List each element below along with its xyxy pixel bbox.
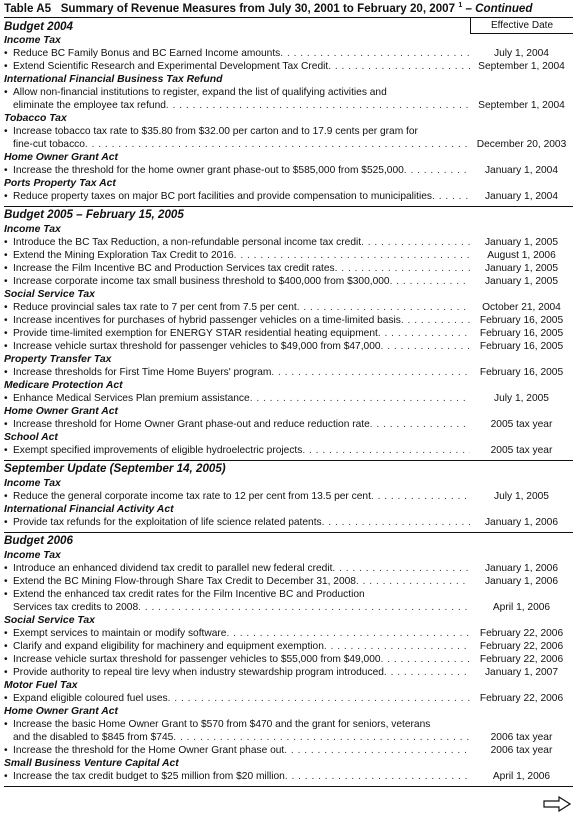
- effective-date: February 22, 2006: [479, 654, 564, 665]
- effective-date: January 1, 2007: [484, 667, 559, 678]
- bullet-icon: •: [4, 48, 8, 59]
- measure-row: [4, 770, 573, 783]
- section-header: Budget 2005 – February 15, 2005: [4, 208, 184, 221]
- table-title: [4, 0, 573, 17]
- category-heading: Social Service Tax: [4, 289, 95, 300]
- measure-row: [4, 249, 573, 262]
- dot-leader: [384, 666, 470, 679]
- measure-text: Increase the threshold for the home owner grant phase-out to $585,000 from $525,000: [13, 165, 404, 176]
- category-heading: Income Tax: [4, 478, 61, 489]
- measure-text: Reduce the general corporate income tax rate to 12 per cent from 13.5 per cent: [13, 491, 371, 502]
- dot-leader: [324, 640, 470, 653]
- measure-text: Exempt specified improvements of eligible hydroelectric projects: [13, 445, 303, 456]
- effective-date: August 1, 2006: [487, 250, 556, 261]
- bullet-icon: •: [4, 517, 8, 528]
- bullet-icon: •: [4, 126, 8, 137]
- measure-row: [4, 575, 573, 588]
- measure-text: Allow non-financial institutions to register, expand the list of qualifying activities and: [13, 87, 387, 98]
- section-header-row: [4, 18, 573, 34]
- section-block: [4, 18, 573, 206]
- effective-date: January 1, 2005: [484, 237, 559, 248]
- effective-date: February 22, 2006: [479, 693, 564, 704]
- table-title-text: Summary of Revenue Measures from July 30, 2001 to February 20, 2007: [60, 2, 456, 15]
- category-heading: Property Transfer Tax: [4, 354, 112, 365]
- bullet-icon: •: [4, 576, 8, 587]
- dot-leader: [371, 490, 470, 503]
- dot-leader: [356, 575, 470, 588]
- measure-row: [4, 666, 573, 679]
- measure-row: [4, 640, 573, 653]
- bottom-rule: [4, 786, 573, 787]
- measure-row: [4, 86, 573, 112]
- measure-text: fine-cut tobacco: [13, 139, 85, 150]
- effective-date: July 1, 2005: [494, 393, 549, 404]
- bullet-icon: •: [4, 367, 8, 378]
- dot-leader: [335, 262, 470, 275]
- measure-row: [4, 340, 573, 353]
- bullet-icon: •: [4, 419, 8, 430]
- measure-row: [4, 718, 573, 744]
- measure-text: Introduce the BC Tax Reduction, a non-refundable personal income tax credit: [13, 237, 362, 248]
- measure-text: Reduce BC Family Bonus and BC Earned Income amounts: [13, 48, 281, 59]
- measure-text: Extend the BC Mining Flow-through Share Tax Credit to December 31, 2008: [13, 576, 356, 587]
- effective-date: 2006 tax year: [490, 732, 553, 743]
- measure-text: Provide time-limited exemption for ENERGY STAR residential heating equipment: [13, 328, 378, 339]
- effective-date: 2006 tax year: [490, 745, 553, 756]
- effective-date: January 1, 2004: [484, 191, 559, 202]
- effective-date: September 1, 2004: [478, 100, 565, 111]
- measure-row: [4, 516, 573, 529]
- bullet-icon: •: [4, 719, 8, 730]
- table-label: Table A5: [4, 2, 52, 15]
- dot-leader: [297, 301, 470, 314]
- measure-text: Services tax credits to 2008: [13, 602, 139, 613]
- effective-date: September 1, 2004: [478, 61, 565, 72]
- measure-row: [4, 744, 573, 757]
- dot-leader: [332, 562, 470, 575]
- bullet-icon: •: [4, 191, 8, 202]
- dot-leader: [401, 314, 470, 327]
- effective-date: January 1, 2004: [484, 165, 559, 176]
- category-heading: Social Service Tax: [4, 615, 95, 626]
- measure-row: [4, 627, 573, 640]
- effective-date: April 1, 2006: [492, 602, 551, 613]
- measure-row: [4, 275, 573, 288]
- dot-leader: [378, 327, 470, 340]
- measure-text: Reduce provincial sales tax rate to 7 per cent from 7.5 per cent: [13, 302, 297, 313]
- effective-date: July 1, 2004: [494, 48, 549, 59]
- category-heading: School Act: [4, 432, 58, 443]
- dot-leader: [361, 236, 470, 249]
- measure-row: [4, 125, 573, 151]
- measure-text: Increase thresholds for First Time Home Buyers' program: [13, 367, 272, 378]
- dot-leader: [390, 275, 470, 288]
- dot-leader: [370, 418, 470, 431]
- measure-text: Clarify and expand eligibility for machinery and equipment exemption: [13, 641, 324, 652]
- bullet-icon: •: [4, 328, 8, 339]
- bullet-icon: •: [4, 745, 8, 756]
- measure-text: Expand eligible coloured fuel uses: [13, 693, 168, 704]
- effective-date: October 21, 2004: [482, 302, 561, 313]
- right-arrow-icon[interactable]: [543, 796, 571, 812]
- measure-text: Provide tax refunds for the exploitation of life science related patents: [13, 517, 322, 528]
- measure-row: [4, 418, 573, 431]
- bullet-icon: •: [4, 263, 8, 274]
- bullet-icon: •: [4, 302, 8, 313]
- measure-row: [4, 392, 573, 405]
- dot-leader: [381, 653, 470, 666]
- measure-row: [4, 164, 573, 177]
- dot-leader: [85, 138, 470, 151]
- effective-date: 2005 tax year: [490, 419, 553, 430]
- category-heading: Small Business Venture Capital Act: [4, 758, 179, 769]
- effective-date: February 22, 2006: [479, 641, 564, 652]
- effective-date: December 20, 2003: [476, 139, 567, 150]
- measure-row: [4, 366, 573, 379]
- measure-text: Increase the threshold for the Home Owner Grant phase out: [13, 745, 285, 756]
- measure-row: [4, 653, 573, 666]
- bullet-icon: •: [4, 667, 8, 678]
- measure-row: [4, 236, 573, 249]
- measure-row: [4, 301, 573, 314]
- section-header: Budget 2006: [4, 534, 73, 547]
- measure-text: Increase the tax credit budget to $25 million from $20 million: [13, 771, 285, 782]
- dot-leader: [381, 340, 470, 353]
- dot-leader: [166, 99, 470, 112]
- measure-text: Extend Scientific Research and Experimental Development Tax Credit: [13, 61, 329, 72]
- measure-row: [4, 314, 573, 327]
- measure-text: Increase vehicle surtax threshold for passenger vehicles to $49,000 from $47,000: [13, 341, 381, 352]
- measure-text: Introduce an enhanced dividend tax credit to parallel new federal credit: [13, 563, 333, 574]
- measure-text: Exempt services to maintain or modify software: [13, 628, 227, 639]
- measure-text: Increase threshold for Home Owner Grant phase-out and reduce reduction rate: [13, 419, 370, 430]
- section-block: [4, 532, 573, 786]
- dot-leader: [322, 516, 470, 529]
- dot-leader: [226, 627, 470, 640]
- dot-leader: [432, 190, 470, 203]
- section-header: Budget 2004: [4, 19, 73, 33]
- measure-row: [4, 262, 573, 275]
- bullet-icon: •: [4, 237, 8, 248]
- measure-text: Increase vehicle surtax threshold for passenger vehicles to $55,000 from $49,000: [13, 654, 381, 665]
- bullet-icon: •: [4, 393, 8, 404]
- measure-text: Enhance Medical Services Plan premium assistance: [13, 393, 250, 404]
- measure-text: Increase the basic Home Owner Grant to $570 from $470 and the grant for seniors, veterans: [13, 719, 431, 730]
- category-heading: Income Tax: [4, 35, 61, 46]
- bullet-icon: •: [4, 654, 8, 665]
- bullet-icon: •: [4, 276, 8, 287]
- measure-text: Extend the enhanced tax credit rates for the Film Incentive BC and Production: [13, 589, 365, 600]
- effective-date: April 1, 2006: [492, 771, 551, 782]
- measure-text: Provide authority to repeal tire levy when industry stewardship program introduced: [13, 667, 384, 678]
- effective-date: January 1, 2005: [484, 263, 559, 274]
- category-heading: Income Tax: [4, 550, 61, 561]
- dot-leader: [138, 601, 470, 614]
- dot-leader: [173, 731, 470, 744]
- bullet-icon: •: [4, 341, 8, 352]
- effective-date: February 16, 2005: [479, 341, 564, 352]
- dot-leader: [284, 744, 470, 757]
- category-heading: International Financial Business Tax Refund: [4, 74, 223, 85]
- measure-row: [4, 60, 573, 73]
- category-heading: Tobacco Tax: [4, 113, 67, 124]
- category-heading: Ports Property Tax Act: [4, 178, 116, 189]
- measure-row: [4, 490, 573, 503]
- effective-date: January 1, 2005: [484, 276, 559, 287]
- bullet-icon: •: [4, 315, 8, 326]
- category-heading: Home Owner Grant Act: [4, 152, 118, 163]
- measure-row: [4, 190, 573, 203]
- measure-text: Extend the Mining Exploration Tax Credit to 2016: [13, 250, 234, 261]
- measure-row: [4, 588, 573, 614]
- measure-text: Increase tobacco tax rate to $35.80 from $32.00 per carton and to 17.9 cents per gram for: [13, 126, 418, 137]
- section-header: September Update (September 14, 2005): [4, 462, 226, 475]
- measure-row: [4, 47, 573, 60]
- bullet-icon: •: [4, 491, 8, 502]
- bullet-icon: •: [4, 771, 8, 782]
- effective-date: February 16, 2005: [479, 367, 564, 378]
- bullet-icon: •: [4, 628, 8, 639]
- measure-row: [4, 692, 573, 705]
- dot-leader: [302, 444, 470, 457]
- dot-leader: [404, 164, 470, 177]
- category-heading: Home Owner Grant Act: [4, 406, 118, 417]
- dot-leader: [271, 366, 470, 379]
- effective-date: January 1, 2006: [484, 576, 559, 587]
- category-heading: Medicare Protection Act: [4, 380, 123, 391]
- effective-date: February 16, 2005: [479, 315, 564, 326]
- dot-leader: [250, 392, 470, 405]
- category-heading: Motor Fuel Tax: [4, 680, 78, 691]
- bullet-icon: •: [4, 589, 8, 600]
- measure-text: Increase incentives for purchases of hybrid passenger vehicles on a time-limited basis: [13, 315, 401, 326]
- bullet-icon: •: [4, 61, 8, 72]
- dot-leader: [234, 249, 470, 262]
- bullet-icon: •: [4, 250, 8, 261]
- dot-leader: [280, 47, 470, 60]
- measure-text: Reduce property taxes on major BC port facilities and provide compensation to municipalities: [13, 191, 433, 202]
- measure-text: Increase the Film Incentive BC and Production Services tax credit rates: [13, 263, 335, 274]
- measure-row: [4, 562, 573, 575]
- effective-date: 2005 tax year: [490, 445, 553, 456]
- effective-date: July 1, 2005: [494, 491, 549, 502]
- effective-date: January 1, 2006: [484, 563, 559, 574]
- bullet-icon: •: [4, 563, 8, 574]
- effective-date: January 1, 2006: [484, 517, 559, 528]
- section-block: [4, 206, 573, 460]
- table-body: [4, 18, 573, 786]
- category-heading: Home Owner Grant Act: [4, 706, 118, 717]
- dot-leader: [168, 692, 470, 705]
- dot-leader: [285, 770, 470, 783]
- bullet-icon: •: [4, 445, 8, 456]
- effective-date-column-header: Effective Date: [470, 18, 573, 34]
- measure-row: [4, 444, 573, 457]
- measure-text: Increase corporate income tax small business threshold to $400,000 from $300,000: [13, 276, 390, 287]
- bullet-icon: •: [4, 165, 8, 176]
- measure-row: [4, 327, 573, 340]
- section-block: [4, 460, 573, 532]
- bullet-icon: •: [4, 641, 8, 652]
- bullet-icon: •: [4, 693, 8, 704]
- category-heading: International Financial Activity Act: [4, 504, 174, 515]
- dot-leader: [328, 60, 470, 73]
- effective-date: February 16, 2005: [479, 328, 564, 339]
- category-heading: Income Tax: [4, 224, 61, 235]
- measure-text: and the disabled to $845 from $745: [13, 732, 174, 743]
- continued-label: – Continued: [465, 2, 533, 15]
- measure-text: eliminate the employee tax refund: [13, 100, 166, 111]
- bullet-icon: •: [4, 87, 8, 98]
- footnote-marker: 1: [458, 2, 463, 10]
- effective-date: February 22, 2006: [479, 628, 564, 639]
